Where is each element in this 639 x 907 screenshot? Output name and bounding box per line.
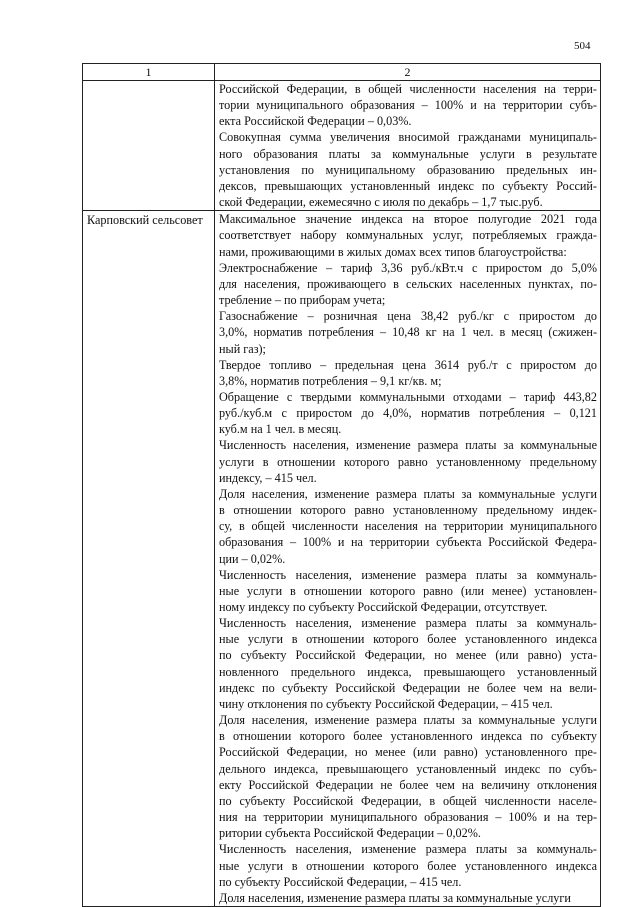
text-line: Твердое топливо – предельная цена 3614 руб./т с приростом до	[219, 357, 597, 372]
text-line: Доля населения, изменение размера платы за коммунальные услуги	[219, 486, 597, 501]
paragraph	[219, 841, 597, 889]
description-cell	[215, 81, 601, 211]
text-line: Численность населения, изменение размера платы за коммуналь-	[219, 842, 597, 857]
column-header-2: 2	[215, 64, 601, 81]
text-line: ской Федерации, ежемесячно с июля по декабрь – 1,7 тыс.руб.	[219, 195, 543, 210]
table-row	[83, 211, 601, 907]
paragraph	[219, 567, 597, 615]
table-row	[83, 81, 601, 211]
text-line: услуги в отношении которого равно установленному предельному	[219, 454, 597, 469]
paragraph	[219, 308, 597, 356]
text-line: тории муниципального образования – 100% и на территории субъ-	[219, 98, 597, 113]
text-line: ритории субъекта Российской Федерации – 0,02%.	[219, 826, 481, 841]
text-line: Численность населения, изменение размера платы за коммуналь-	[219, 616, 597, 631]
text-line: 3,0%, норматив потребления – 10,48 кг на 1 чел. в месяц (сжижен-	[219, 325, 597, 340]
text-line: Газоснабжение – розничная цена 38,42 руб./кг с приростом до	[219, 309, 597, 324]
text-line: ния на территории муниципального образования – 100% и на тер-	[219, 810, 597, 825]
text-line: екту Российской Федерации не более чем на величину отклонения	[219, 777, 597, 792]
paragraph	[219, 389, 597, 437]
text-line: ные услуги в отношении которого более установленного индекса	[219, 858, 597, 873]
text-line: 3,8%, норматив потребления – 9,1 кг/кв. м;	[219, 373, 442, 388]
text-line: Численность населения, изменение размера платы за коммунальные	[219, 438, 597, 453]
paragraph	[219, 615, 597, 712]
text-line: нами, проживающими в жилых домах всех типов благоустройства:	[219, 244, 567, 259]
paragraph	[219, 211, 597, 259]
text-line: образования – 100% и на территории субъекта Российской Федера-	[219, 535, 597, 550]
text-line: ному индексу по субъекту Российской Федерации, отсутствует.	[219, 600, 548, 614]
text-line: ный газ);	[219, 341, 266, 356]
text-line: в отношении которого равно установленному предельному индек-	[219, 503, 597, 518]
text-line: чину отклонения по субъекту Российской Федерации, – 415 чел.	[219, 696, 553, 711]
text-line: установления по муниципальному образованию предельных ин-	[219, 162, 597, 177]
text-line: ции – 0,02%.	[219, 551, 286, 566]
text-line: су, в общей численности населения на территории муниципального	[219, 519, 597, 534]
text-line: в отношении которого более установленного индекса по субъекту	[219, 729, 597, 744]
text-line: Электроснабжение – тариф 3,36 руб./кВт.ч с приростом до 5,0%	[219, 260, 597, 275]
paragraph	[219, 357, 597, 389]
table-header-row	[83, 64, 601, 81]
column-header-1: 1	[83, 64, 215, 81]
text-line: для населения, проживающего в сельских населенных пунктах, по-	[219, 276, 597, 291]
page-number: 504	[574, 40, 591, 52]
text-line: куб.м на 1 чел. в месяц.	[219, 422, 342, 437]
text-line: индексу, – 415 чел.	[219, 470, 317, 485]
paragraph	[219, 129, 597, 210]
text-line: по субъекту Российской Федерации, в общей численности населе-	[219, 793, 597, 808]
text-line: Доля населения, изменение размера платы за коммунальные услуги	[219, 713, 597, 728]
paragraph	[219, 712, 597, 841]
text-line: Совокупная сумма увеличения вносимой гражданами муниципаль-	[219, 130, 597, 145]
paragraph	[219, 437, 597, 485]
text-line: по субъекту Российской Федерации, но менее (или равно) уста-	[219, 648, 597, 663]
text-line: дельного индекса, превышающего установленный индекс по субъ-	[219, 761, 597, 776]
text-line: новленного предельного индекса, превышающего установленный	[219, 664, 597, 679]
text-line: по субъекту Российской Федерации, – 415 чел.	[219, 874, 462, 889]
description-cell	[215, 211, 601, 907]
text-line: ного образования платы за коммунальные услуги в результате	[219, 146, 597, 161]
text-line: Максимальное значение индекса на второе полугодие 2021 года	[219, 212, 597, 227]
text-line: дексов, превышающих установленный индекс по субъекту Россий-	[219, 178, 597, 193]
municipality-name-cell	[83, 81, 215, 211]
paragraph	[219, 486, 597, 567]
text-line: индекс по субъекту Российской Федерации не более чем на вели-	[219, 680, 597, 695]
paragraph	[219, 81, 597, 129]
text-line: Российской Федерации, в общей численности населения на терри-	[219, 82, 597, 96]
document-table	[82, 63, 601, 907]
text-line: Численность населения, изменение размера платы за коммуналь-	[219, 567, 597, 582]
text-line: Российской Федерации, но менее (или равно) установленного пре-	[219, 745, 597, 760]
text-line: ные услуги в отношении которого более установленного индекса	[219, 632, 597, 647]
municipality-name-cell: Карповский сельсовет	[83, 211, 215, 907]
table-body	[83, 81, 601, 907]
text-line: Обращение с твердыми коммунальными отходами – тариф 443,82	[219, 389, 597, 404]
text-line: екта Российской Федерации – 0,03%.	[219, 114, 412, 129]
text-line: соответствует набору коммунальных услуг, потребляемых гражда-	[219, 228, 597, 243]
paragraph	[219, 260, 597, 308]
paragraph	[219, 890, 597, 906]
text-line: руб./куб.м с приростом до 4,0%, норматив потребления – 0,121	[219, 406, 597, 421]
text-line: ные услуги в отношении которого равно (или менее) установлен-	[219, 583, 597, 598]
text-line: требление – по приборам учета;	[219, 293, 386, 308]
text-line: Доля населения, изменение размера платы за коммунальные услуги	[219, 890, 571, 905]
